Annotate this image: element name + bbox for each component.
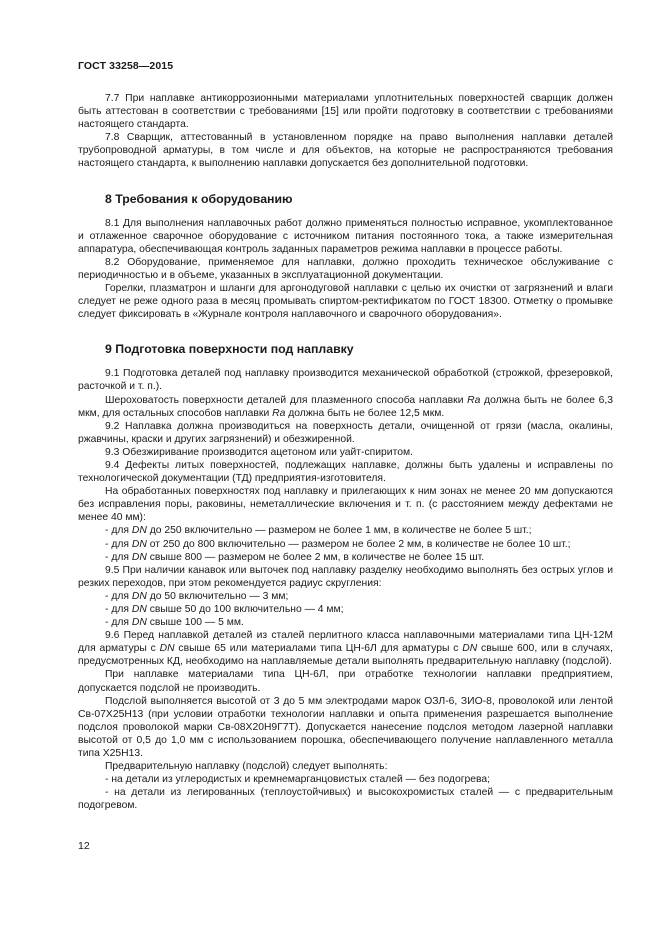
paragraph-9-6-d: Предварительную наплавку (подслой) следует выполнять: bbox=[105, 761, 388, 773]
paragraph-9-5: 9.5 При наличии канавок или выточек под наплавку разделку необходимо выполнять без острых углов и резких переходов, при этом рекомендуется радиус скругления: bbox=[78, 564, 613, 589]
paragraph-7-7: 7.7 При наплавке антикоррозионными материалами уплотнительных поверхностей сварщик должен быть аттестован в соответствии с требованиями [15] или пройти подготовку в соответствии с требованиями настоящего стандарта. bbox=[78, 93, 613, 131]
paragraph-9-3: 9.3 Обезжиривание производится ацетоном или уайт-спиритом. bbox=[105, 446, 413, 458]
paragraph-9-4-b: На обработанных поверхностях под наплавку и прилегающих к ним зонах не менее 20 мм допускаются без исправления поры, раковины, неметаллические включения и т. п. (с расстоянием между дефектами не менее 40 мм): bbox=[78, 486, 613, 524]
paragraph-9-4: 9.4 Дефекты литых поверхностей, подлежащих наплавке, должны быть удалены и исправлены по технологической документации (ТД) предприятия-изготовителя. bbox=[78, 459, 613, 485]
paragraph-9-1: 9.1 Подготовка деталей под наплавку производится механической обработкой (строжкой, фрезеровкой, расточкой и т. п.). bbox=[78, 368, 613, 393]
paragraph-8-1: 8.1 Для выполнения наплавочных работ должно применяться полностью исправное, укомплектованное и отлаженное сварочное оборудование с источником питания постоянного тока, а также измерительная аппаратура, обеспечивающая контроль заданных параметров режима наплавки в процессе работы. bbox=[78, 217, 613, 255]
doc-header: ГОСТ 33258—2015 bbox=[78, 60, 174, 72]
list-item: - на детали из легированных (теплоустойчивых) и высокохромистых сталей — с предварительным подогревом. bbox=[78, 787, 613, 812]
list-item: - для DN свыше 100 — 5 мм. bbox=[105, 617, 244, 629]
paragraph-9-6-c: Подслой выполняется высотой от 3 до 5 мм электродами марок ОЗЛ-6, ЗИО-8, проволокой или лентой Св-07Х25Н13 (при условии отработки технологии наплавки и опыта применения разрешается выполнение подслоя проволокой марки Св-08Х20Н9Г7Т). Допускается нанесение подслоя методом лазерной наплавки высотой от 0,5 до 1,0 мм с использованием порошка, обеспечивающего получение наплавленного металла типа Х25Н13. bbox=[78, 695, 613, 760]
paragraph-8-2: 8.2 Оборудование, применяемое для наплавки, должно проходить техническое обслуживание с периодичностью и в объеме, указанных в эксплуатационной документации. bbox=[78, 256, 613, 281]
paragraph-9-2: 9.2 Наплавка должна производиться на поверхность детали, очищенной от грязи (масла, окалины, ржавчины, краски и других загрязнений) и обезжиренной. bbox=[78, 420, 613, 445]
paragraph-9-6-b: При наплавке материалами типа ЦН-6Л, при отработке технологии наплавки предприятием, допускается подслой не производить. bbox=[78, 669, 613, 694]
list-item: - для DN от 250 до 800 включительно — размером не более 2 мм, в количестве не более 10 шт.; bbox=[105, 538, 571, 550]
list-item: - для DN свыше 800 — размером не более 2 мм, в количестве не более 15 шт. bbox=[105, 551, 485, 563]
page-number: 12 bbox=[78, 840, 90, 852]
paragraph-9-1-b: Шероховатость поверхности деталей для плазменного способа наплавки Ra должна быть не более 6,3 мкм, для остальных способов наплавки Ra должна быть не более 12,5 мкм. bbox=[78, 394, 613, 419]
list-item: - на детали из углеродистых и кремнемарганцовистых сталей — без подогрева; bbox=[105, 774, 491, 786]
list-item: - для DN до 50 включительно — 3 мм; bbox=[105, 590, 289, 602]
paragraph-8-2-b: Горелки, плазматрон и шланги для аргонодуговой наплавки с целью их очистки от загрязнений и влаги следует не реже одного раза в месяц промывать спиртом-ректификатом по ГОСТ 18300. Отметку о промывке следует фиксировать в «Журнале контроля наплавочного и сварочного оборудования». bbox=[78, 283, 613, 321]
section-8-heading: 8 Требования к оборудованию bbox=[105, 191, 293, 206]
list-item: - для DN до 250 включительно — размером не более 1 мм, в количестве не более 5 шт.; bbox=[105, 525, 532, 537]
section-9-heading: 9 Подготовка поверхности под наплавку bbox=[105, 342, 354, 357]
paragraph-7-8: 7.8 Сварщик, аттестованный в установленном порядке на право выполнения наплавки деталей трубопроводной арматуры, в том числе и для объектов, на которые не распространяются требования настоящего стандарта, к выполнению наплавки допускается без дополнительной подготовки. bbox=[78, 132, 613, 170]
page-content bbox=[78, 92, 613, 813]
paragraph-9-6: 9.6 Перед наплавкой деталей из сталей перлитного класса наплавочными материалами типа ЦН-12М для арматуры с DN свыше 65 или материалами типа ЦН-6Л для арматуры с DN свыше 600, или в случаях, предусмотренных КД, необходимо на наплавляемые детали выполнять предварительную наплавку (подслой). bbox=[78, 630, 613, 668]
list-item: - для DN свыше 50 до 100 включительно — 4 мм; bbox=[105, 604, 344, 615]
